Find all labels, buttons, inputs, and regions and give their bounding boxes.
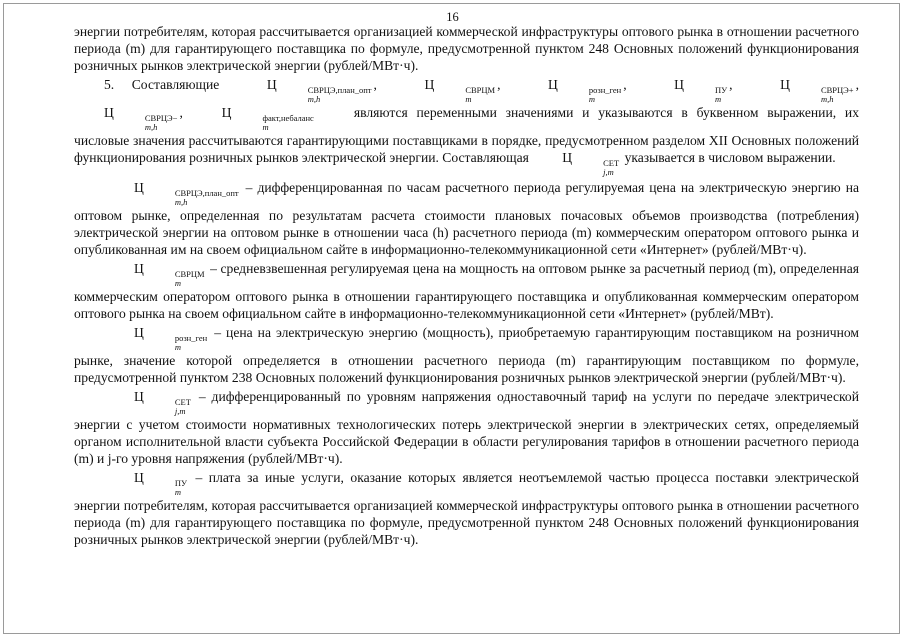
symbol-svrcz-minus: Ц СВРЦЭ− m,h bbox=[104, 105, 178, 132]
definition-pu: Ц ПУ m – плата за иные услуги, оказание которых является неотъемлемой частью процесса поставки электрической энергии потребителям, которая рассчитывается организацией коммерческой инфраструктуры оптового рынка в отношении расчетного периода (m) для гарантирующего поставщика по формуле, предусмотренной пунктом 248 Основных положений функционирования розничных рынков электрической энергии (рублей/МВт·ч). bbox=[74, 470, 859, 547]
symbol-rozn-gen: Ц розн_ген m bbox=[134, 325, 208, 352]
symbol-set: Ц СЕТ j,m bbox=[134, 389, 191, 416]
symbol-pu: Ц ПУ m bbox=[134, 470, 187, 497]
paragraph-continuation: энергии потребителям, которая рассчитывается организацией коммерческой инфраструктуры оптового рынка в отношении расчетного периода (m) для гарантирующего поставщика по формуле, предусмотренной пунктом 248 Основных положений функционирования розничных рынков электрической энергии (рублей/МВт·ч). bbox=[74, 24, 859, 73]
definition-svrcm: Ц СВРЦМ m – средневзвешенная регулируемая цена на мощность на оптовом рынке за расчетный период (m), определенная коммерческим оператором оптового рынка в отношении гарантирующего поставщика и опубликованная коммерческим оператором оптового рынка на своем официальном сайте в информационно-телекоммуникационной сети «Интернет» (рублей/МВт). bbox=[74, 261, 859, 321]
symbol-svrcz-plus: Ц СВРЦЭ+ m,h bbox=[780, 77, 854, 104]
symbol-svrcz-plan-opt: Ц СВРЦЭ,план_опт m,h bbox=[134, 180, 239, 207]
symbol-pu: Ц ПУ m bbox=[674, 77, 728, 104]
document-body bbox=[74, 23, 859, 550]
symbol-svrcm: Ц СВРЦМ m bbox=[424, 77, 496, 104]
paragraph-5-tail: являются переменными значениями и указываются в буквенном выражении, их числовые значения рассчитываются гарантирующими поставщиками в порядке, предусмотренном разделом XII Основных положений функционирования розничных рынков электрической энергии. Составляющая bbox=[74, 105, 859, 165]
symbol-rozn-gen: Ц розн_ген m bbox=[548, 77, 622, 104]
page-number: 16 bbox=[446, 10, 459, 24]
definition-rozn-gen: Ц розн_ген m – цена на электрическую энергию (мощность), приобретаемую гарантирующим поставщиком на розничном рынке, значение которой определяется в отношении расчетного периода (m) гарантирующим поставщиком по формуле, предусмотренной пунктом 238 Основных положений функционирования розничных рынков электрической энергии (рублей/МВт·ч). bbox=[74, 325, 859, 385]
symbol-set: Ц СЕТ j,m bbox=[562, 150, 620, 177]
symbol-svrcz-plan-opt: Ц СВРЦЭ,план_опт m,h bbox=[266, 77, 372, 104]
paragraph-5: 5. Составляющие Ц СВРЦЭ,план_опт m,h , Ц СВРЦМ m , Ц розн_ген m , Ц ПУ m , Ц СВРЦЭ+ m,h , Ц СВРЦЭ− m,h , Ц факт,небаланс m являются переменными значениями и указываются в буквенном выражении, их числовые значения рассчитываются гарантирующими поставщиками в порядке, предусмотренном разделом XII Основных положений функционирования розничных рынков электрической энергии. Составляющая Ц СЕТ j,m указывается в числовом выражении. bbox=[74, 77, 859, 177]
symbol-svrcm: Ц СВРЦМ m bbox=[134, 261, 205, 288]
paragraph-5-tail2: указывается в числовом выражении. bbox=[624, 150, 836, 165]
symbol-fakt-nebalans: Ц факт,небаланс m bbox=[221, 105, 314, 132]
definition-set: Ц СЕТ j,m – дифференцированный по уровням напряжения одноставочный тариф на услуги по передаче электрической энергии с учетом стоимости нормативных технологических потерь электрической энергии в электрических сетях, определяемый органом исполнительной власти субъекта Российской Федерации в области регулирования тарифов в отношении расчетного периода (m) и j-го уровня напряжения (рублей/МВт·ч). bbox=[74, 389, 859, 466]
paragraph-5-lead: 5. Составляющие bbox=[104, 77, 220, 92]
definition-svrcz-plan-opt: Ц СВРЦЭ,план_опт m,h – дифференцированная по часам расчетного периода регулируемая цена на электрическую энергию на оптовом рынке, определенная по результатам расчета стоимости плановых почасовых объемов производства (потребления) электрической энергии на оптовом рынке в отношении часа (h) расчетного периода (m) коммерческим оператором оптового рынка и опубликованная им на своем официальном сайте в информационно-телекоммуникационной сети «Интернет» (рублей/МВт·ч). bbox=[74, 180, 859, 257]
